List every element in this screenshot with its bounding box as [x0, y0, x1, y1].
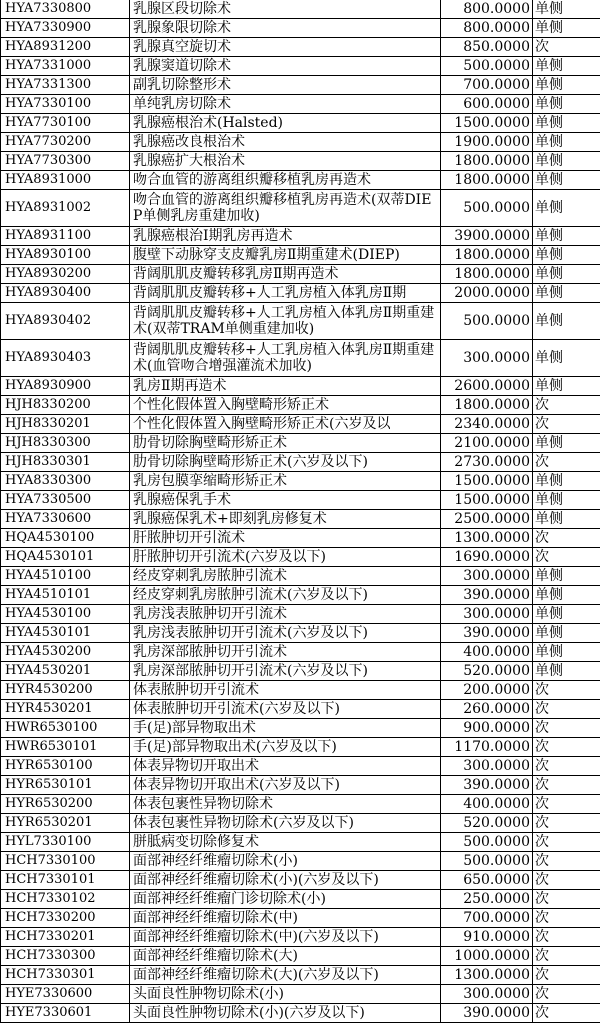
table-row: [1, 548, 600, 567]
table-row: [1, 152, 600, 171]
item-unit-cell: 单侧: [533, 76, 600, 95]
item-price-cell: 1000.0000: [441, 947, 533, 966]
item-name-cell: 胼胝病变切除修复术: [130, 833, 441, 852]
table-row: [1, 605, 600, 624]
item-price-cell: 1800.0000: [441, 396, 533, 415]
item-code-cell: HYA8930402: [1, 303, 130, 340]
item-unit-cell: 次: [533, 529, 600, 548]
item-unit-cell: 单侧: [533, 472, 600, 491]
item-name-cell: 背阔肌肌皮瓣转移+人工乳房植入体乳房Ⅱ期重建术(双蒂TRAM单侧重建加收): [130, 303, 441, 340]
item-name-cell: 肝脓肿切开引流术: [130, 529, 441, 548]
item-code-cell: HYA4530201: [1, 662, 130, 681]
item-code-cell: HYA7330100: [1, 95, 130, 114]
item-name-cell: 乳腺癌根治术(Halsted): [130, 114, 441, 133]
item-unit-cell: 单侧: [533, 0, 600, 19]
table-row: [1, 303, 600, 340]
item-price-cell: 250.0000: [441, 890, 533, 909]
item-price-cell: 2340.0000: [441, 415, 533, 434]
item-name-cell: 乳腺真空旋切术: [130, 38, 441, 57]
item-code-cell: HYA7330900: [1, 19, 130, 38]
item-name-cell: 背阔肌肌皮瓣转移+人工乳房植入体乳房Ⅱ期: [130, 284, 441, 303]
table-row: [1, 700, 600, 719]
item-code-cell: HYA7330600: [1, 510, 130, 529]
item-code-cell: HYR6530200: [1, 795, 130, 814]
item-price-cell: 700.0000: [441, 76, 533, 95]
item-unit-cell: 单侧: [533, 510, 600, 529]
item-unit-cell: 次: [533, 833, 600, 852]
table-row: [1, 814, 600, 833]
item-price-cell: 1300.0000: [441, 966, 533, 985]
table-row: [1, 529, 600, 548]
item-price-cell: 600.0000: [441, 95, 533, 114]
item-code-cell: HYR6530201: [1, 814, 130, 833]
item-name-cell: 体表脓肿切开引流术(六岁及以下): [130, 700, 441, 719]
item-name-cell: 乳房浅表脓肿切开引流术: [130, 605, 441, 624]
table-row: [1, 643, 600, 662]
item-code-cell: HWR6530100: [1, 719, 130, 738]
table-row: [1, 757, 600, 776]
item-price-cell: 300.0000: [441, 567, 533, 586]
item-price-cell: 650.0000: [441, 871, 533, 890]
item-code-cell: HCH7330201: [1, 928, 130, 947]
item-unit-cell: 次: [533, 890, 600, 909]
item-unit-cell: 单侧: [533, 284, 600, 303]
item-name-cell: 乳腺癌根治Ⅰ期乳房再造术: [130, 227, 441, 246]
item-unit-cell: 次: [533, 776, 600, 795]
item-code-cell: HQA4530100: [1, 529, 130, 548]
item-code-cell: HYA8930403: [1, 340, 130, 377]
item-code-cell: HYA7330800: [1, 0, 130, 19]
item-code-cell: HYR6530101: [1, 776, 130, 795]
table-row: [1, 19, 600, 38]
item-name-cell: 头面良性肿物切除术(小)(六岁及以下): [130, 1004, 441, 1023]
table-row: [1, 871, 600, 890]
item-price-cell: 390.0000: [441, 586, 533, 605]
item-unit-cell: 单侧: [533, 246, 600, 265]
item-name-cell: 腹壁下动脉穿支皮瓣乳房Ⅱ期重建术(DIEP): [130, 246, 441, 265]
table-row: [1, 95, 600, 114]
item-name-cell: 吻合血管的游离组织瓣移植乳房再造术: [130, 171, 441, 190]
item-name-cell: 乳房深部脓肿切开引流术(六岁及以下): [130, 662, 441, 681]
item-name-cell: 乳腺癌扩大根治术: [130, 152, 441, 171]
table-row: [1, 133, 600, 152]
item-name-cell: 面部神经纤维瘤切除术(小)(六岁及以下): [130, 871, 441, 890]
item-name-cell: 肋骨切除胸壁畸形矫正术: [130, 434, 441, 453]
item-unit-cell: 单侧: [533, 19, 600, 38]
item-price-cell: 2000.0000: [441, 284, 533, 303]
item-code-cell: HYA8931100: [1, 227, 130, 246]
item-code-cell: HCH7330300: [1, 947, 130, 966]
item-price-cell: 800.0000: [441, 0, 533, 19]
table-row: [1, 624, 600, 643]
item-unit-cell: 次: [533, 909, 600, 928]
price-table-body: [1, 0, 600, 1023]
item-price-cell: 700.0000: [441, 909, 533, 928]
item-name-cell: 面部神经纤维瘤切除术(大)(六岁及以下): [130, 966, 441, 985]
item-unit-cell: 单侧: [533, 586, 600, 605]
item-name-cell: 肋骨切除胸壁畸形矫正术(六岁及以下): [130, 453, 441, 472]
item-price-cell: 850.0000: [441, 38, 533, 57]
item-unit-cell: 单侧: [533, 340, 600, 377]
item-name-cell: 经皮穿刺乳房脓肿引流术: [130, 567, 441, 586]
item-price-cell: 2600.0000: [441, 377, 533, 396]
item-unit-cell: 单侧: [533, 434, 600, 453]
item-unit-cell: 单侧: [533, 303, 600, 340]
item-price-cell: 390.0000: [441, 776, 533, 795]
item-unit-cell: 次: [533, 947, 600, 966]
table-row: [1, 985, 600, 1004]
item-code-cell: HYL7330100: [1, 833, 130, 852]
item-unit-cell: 单侧: [533, 265, 600, 284]
item-price-cell: 390.0000: [441, 624, 533, 643]
item-name-cell: 乳房浅表脓肿切开引流术(六岁及以下): [130, 624, 441, 643]
item-name-cell: 面部神经纤维瘤切除术(中)(六岁及以下): [130, 928, 441, 947]
table-row: [1, 340, 600, 377]
item-name-cell: 乳腺癌改良根治术: [130, 133, 441, 152]
table-row: [1, 434, 600, 453]
table-row: [1, 38, 600, 57]
item-price-cell: 1500.0000: [441, 114, 533, 133]
item-unit-cell: 次: [533, 871, 600, 890]
item-name-cell: 头面良性肿物切除术(小): [130, 985, 441, 1004]
table-row: [1, 719, 600, 738]
item-name-cell: 体表包裹性异物切除术(六岁及以下): [130, 814, 441, 833]
item-code-cell: HYA7730200: [1, 133, 130, 152]
item-price-cell: 1170.0000: [441, 738, 533, 757]
item-price-cell: 300.0000: [441, 757, 533, 776]
item-name-cell: 面部神经纤维瘤切除术(小): [130, 852, 441, 871]
item-code-cell: HYE7330601: [1, 1004, 130, 1023]
item-code-cell: HCH7330200: [1, 909, 130, 928]
item-code-cell: HYA8931002: [1, 190, 130, 227]
item-code-cell: HYA8930100: [1, 246, 130, 265]
item-code-cell: HYA4530100: [1, 605, 130, 624]
item-code-cell: HWR6530101: [1, 738, 130, 757]
item-unit-cell: 单侧: [533, 95, 600, 114]
table-row: [1, 738, 600, 757]
item-unit-cell: 次: [533, 966, 600, 985]
item-name-cell: 手(足)部异物取出术: [130, 719, 441, 738]
item-price-cell: 400.0000: [441, 795, 533, 814]
item-unit-cell: 次: [533, 852, 600, 871]
table-row: [1, 396, 600, 415]
table-row: [1, 510, 600, 529]
item-code-cell: HYA7730300: [1, 152, 130, 171]
item-unit-cell: 次: [533, 928, 600, 947]
item-code-cell: HCH7330101: [1, 871, 130, 890]
item-code-cell: HJH8330201: [1, 415, 130, 434]
item-unit-cell: 次: [533, 38, 600, 57]
item-price-cell: 3900.0000: [441, 227, 533, 246]
item-price-cell: 900.0000: [441, 719, 533, 738]
item-price-cell: 500.0000: [441, 303, 533, 340]
item-unit-cell: 次: [533, 719, 600, 738]
item-price-cell: 1500.0000: [441, 491, 533, 510]
item-price-cell: 1300.0000: [441, 529, 533, 548]
item-name-cell: 背阔肌肌皮瓣转移乳房Ⅱ期再造术: [130, 265, 441, 284]
item-price-cell: 2500.0000: [441, 510, 533, 529]
item-code-cell: HYA8931200: [1, 38, 130, 57]
item-price-cell: 300.0000: [441, 340, 533, 377]
item-code-cell: HYA4530101: [1, 624, 130, 643]
item-price-cell: 300.0000: [441, 985, 533, 1004]
table-row: [1, 76, 600, 95]
table-row: [1, 491, 600, 510]
item-code-cell: HYA4510100: [1, 567, 130, 586]
item-code-cell: HYA4530200: [1, 643, 130, 662]
table-row: [1, 833, 600, 852]
item-price-cell: 500.0000: [441, 57, 533, 76]
item-unit-cell: 单侧: [533, 624, 600, 643]
item-unit-cell: 单侧: [533, 171, 600, 190]
item-code-cell: HYA7330500: [1, 491, 130, 510]
item-unit-cell: 单侧: [533, 491, 600, 510]
item-name-cell: 肝脓肿切开引流术(六岁及以下): [130, 548, 441, 567]
item-name-cell: 背阔肌肌皮瓣转移+人工乳房植入体乳房Ⅱ期重建术(血管吻合增强灌流术加收): [130, 340, 441, 377]
item-name-cell: 面部神经纤维瘤门诊切除术(小): [130, 890, 441, 909]
table-row: [1, 776, 600, 795]
item-unit-cell: 单侧: [533, 662, 600, 681]
item-name-cell: 乳房Ⅱ期再造术: [130, 377, 441, 396]
item-unit-cell: 单侧: [533, 377, 600, 396]
item-name-cell: 体表包裹性异物切除术: [130, 795, 441, 814]
item-code-cell: HYA8930900: [1, 377, 130, 396]
item-unit-cell: 次: [533, 700, 600, 719]
item-code-cell: HYR6530100: [1, 757, 130, 776]
item-name-cell: 乳腺癌保乳手术: [130, 491, 441, 510]
item-price-cell: 500.0000: [441, 833, 533, 852]
item-name-cell: 单纯乳房切除术: [130, 95, 441, 114]
table-row: [1, 453, 600, 472]
item-name-cell: 面部神经纤维瘤切除术(中): [130, 909, 441, 928]
item-name-cell: 乳腺区段切除术: [130, 0, 441, 19]
item-code-cell: HYA7730100: [1, 114, 130, 133]
table-row: [1, 662, 600, 681]
table-row: [1, 190, 600, 227]
item-code-cell: HYA8930200: [1, 265, 130, 284]
item-unit-cell: 次: [533, 681, 600, 700]
table-row: [1, 567, 600, 586]
item-name-cell: 面部神经纤维瘤切除术(大): [130, 947, 441, 966]
item-name-cell: 经皮穿刺乳房脓肿引流术(六岁及以下): [130, 586, 441, 605]
item-unit-cell: 次: [533, 985, 600, 1004]
item-code-cell: HYA7331300: [1, 76, 130, 95]
item-code-cell: HCH7330100: [1, 852, 130, 871]
item-unit-cell: 次: [533, 738, 600, 757]
item-price-cell: 520.0000: [441, 662, 533, 681]
table-row: [1, 246, 600, 265]
table-row: [1, 472, 600, 491]
item-code-cell: HJH8330200: [1, 396, 130, 415]
item-name-cell: 副乳切除整形术: [130, 76, 441, 95]
item-unit-cell: 次: [533, 548, 600, 567]
table-row: [1, 415, 600, 434]
item-name-cell: 乳腺癌保乳术+即刻乳房修复术: [130, 510, 441, 529]
table-row: [1, 57, 600, 76]
item-price-cell: 1800.0000: [441, 152, 533, 171]
item-name-cell: 乳房包膜挛缩畸形矫正术: [130, 472, 441, 491]
item-name-cell: 乳腺象限切除术: [130, 19, 441, 38]
item-price-cell: 300.0000: [441, 605, 533, 624]
table-row: [1, 0, 600, 19]
item-price-cell: 500.0000: [441, 190, 533, 227]
item-price-cell: 910.0000: [441, 928, 533, 947]
item-unit-cell: 单侧: [533, 567, 600, 586]
item-name-cell: 体表脓肿切开引流术: [130, 681, 441, 700]
item-code-cell: HYE7330600: [1, 985, 130, 1004]
item-code-cell: HYR4530201: [1, 700, 130, 719]
item-code-cell: HJH8330301: [1, 453, 130, 472]
table-row: [1, 171, 600, 190]
table-row: [1, 928, 600, 947]
table-row: [1, 966, 600, 985]
table-row: [1, 265, 600, 284]
item-unit-cell: 单侧: [533, 114, 600, 133]
table-row: [1, 114, 600, 133]
table-row: [1, 284, 600, 303]
item-code-cell: HYR4530200: [1, 681, 130, 700]
item-unit-cell: 次: [533, 415, 600, 434]
item-price-cell: 2730.0000: [441, 453, 533, 472]
item-name-cell: 吻合血管的游离组织瓣移植乳房再造术(双蒂DIEP单侧乳房重建加收): [130, 190, 441, 227]
item-unit-cell: 单侧: [533, 190, 600, 227]
item-unit-cell: 次: [533, 814, 600, 833]
item-unit-cell: 单侧: [533, 643, 600, 662]
item-code-cell: HYA8930400: [1, 284, 130, 303]
item-price-cell: 390.0000: [441, 1004, 533, 1023]
item-price-cell: 260.0000: [441, 700, 533, 719]
item-price-cell: 800.0000: [441, 19, 533, 38]
item-price-cell: 1800.0000: [441, 171, 533, 190]
item-price-cell: 1690.0000: [441, 548, 533, 567]
item-unit-cell: 次: [533, 795, 600, 814]
table-row: [1, 1004, 600, 1023]
table-row: [1, 586, 600, 605]
table-row: [1, 890, 600, 909]
item-code-cell: HQA4530101: [1, 548, 130, 567]
item-unit-cell: 单侧: [533, 605, 600, 624]
item-price-cell: 1900.0000: [441, 133, 533, 152]
item-price-cell: 1500.0000: [441, 472, 533, 491]
item-code-cell: HYA4510101: [1, 586, 130, 605]
item-name-cell: 乳房深部脓肿切开引流术: [130, 643, 441, 662]
item-unit-cell: 单侧: [533, 133, 600, 152]
item-code-cell: HCH7330102: [1, 890, 130, 909]
table-row: [1, 227, 600, 246]
table-row: [1, 852, 600, 871]
item-price-cell: 200.0000: [441, 681, 533, 700]
item-code-cell: HYA8931000: [1, 171, 130, 190]
item-price-cell: 500.0000: [441, 852, 533, 871]
item-name-cell: 手(足)部异物取出术(六岁及以下): [130, 738, 441, 757]
item-unit-cell: 单侧: [533, 227, 600, 246]
item-unit-cell: 次: [533, 1004, 600, 1023]
item-unit-cell: 次: [533, 757, 600, 776]
table-row: [1, 377, 600, 396]
item-unit-cell: 次: [533, 396, 600, 415]
item-name-cell: 体表异物切开取出术: [130, 757, 441, 776]
table-row: [1, 681, 600, 700]
item-unit-cell: 次: [533, 453, 600, 472]
item-unit-cell: 单侧: [533, 57, 600, 76]
item-name-cell: 个性化假体置入胸壁畸形矫正术: [130, 396, 441, 415]
item-price-cell: 520.0000: [441, 814, 533, 833]
item-code-cell: HCH7330301: [1, 966, 130, 985]
item-price-cell: 1800.0000: [441, 246, 533, 265]
item-code-cell: HYA7331000: [1, 57, 130, 76]
item-code-cell: HYA8330300: [1, 472, 130, 491]
item-price-cell: 2100.0000: [441, 434, 533, 453]
item-code-cell: HJH8330300: [1, 434, 130, 453]
table-row: [1, 909, 600, 928]
item-name-cell: 乳腺窦道切除术: [130, 57, 441, 76]
item-name-cell: 个性化假体置入胸壁畸形矫正术(六岁及以: [130, 415, 441, 434]
item-price-cell: 400.0000: [441, 643, 533, 662]
item-price-cell: 1800.0000: [441, 265, 533, 284]
table-row: [1, 795, 600, 814]
item-unit-cell: 单侧: [533, 152, 600, 171]
table-row: [1, 947, 600, 966]
item-name-cell: 体表异物切开取出术(六岁及以下): [130, 776, 441, 795]
